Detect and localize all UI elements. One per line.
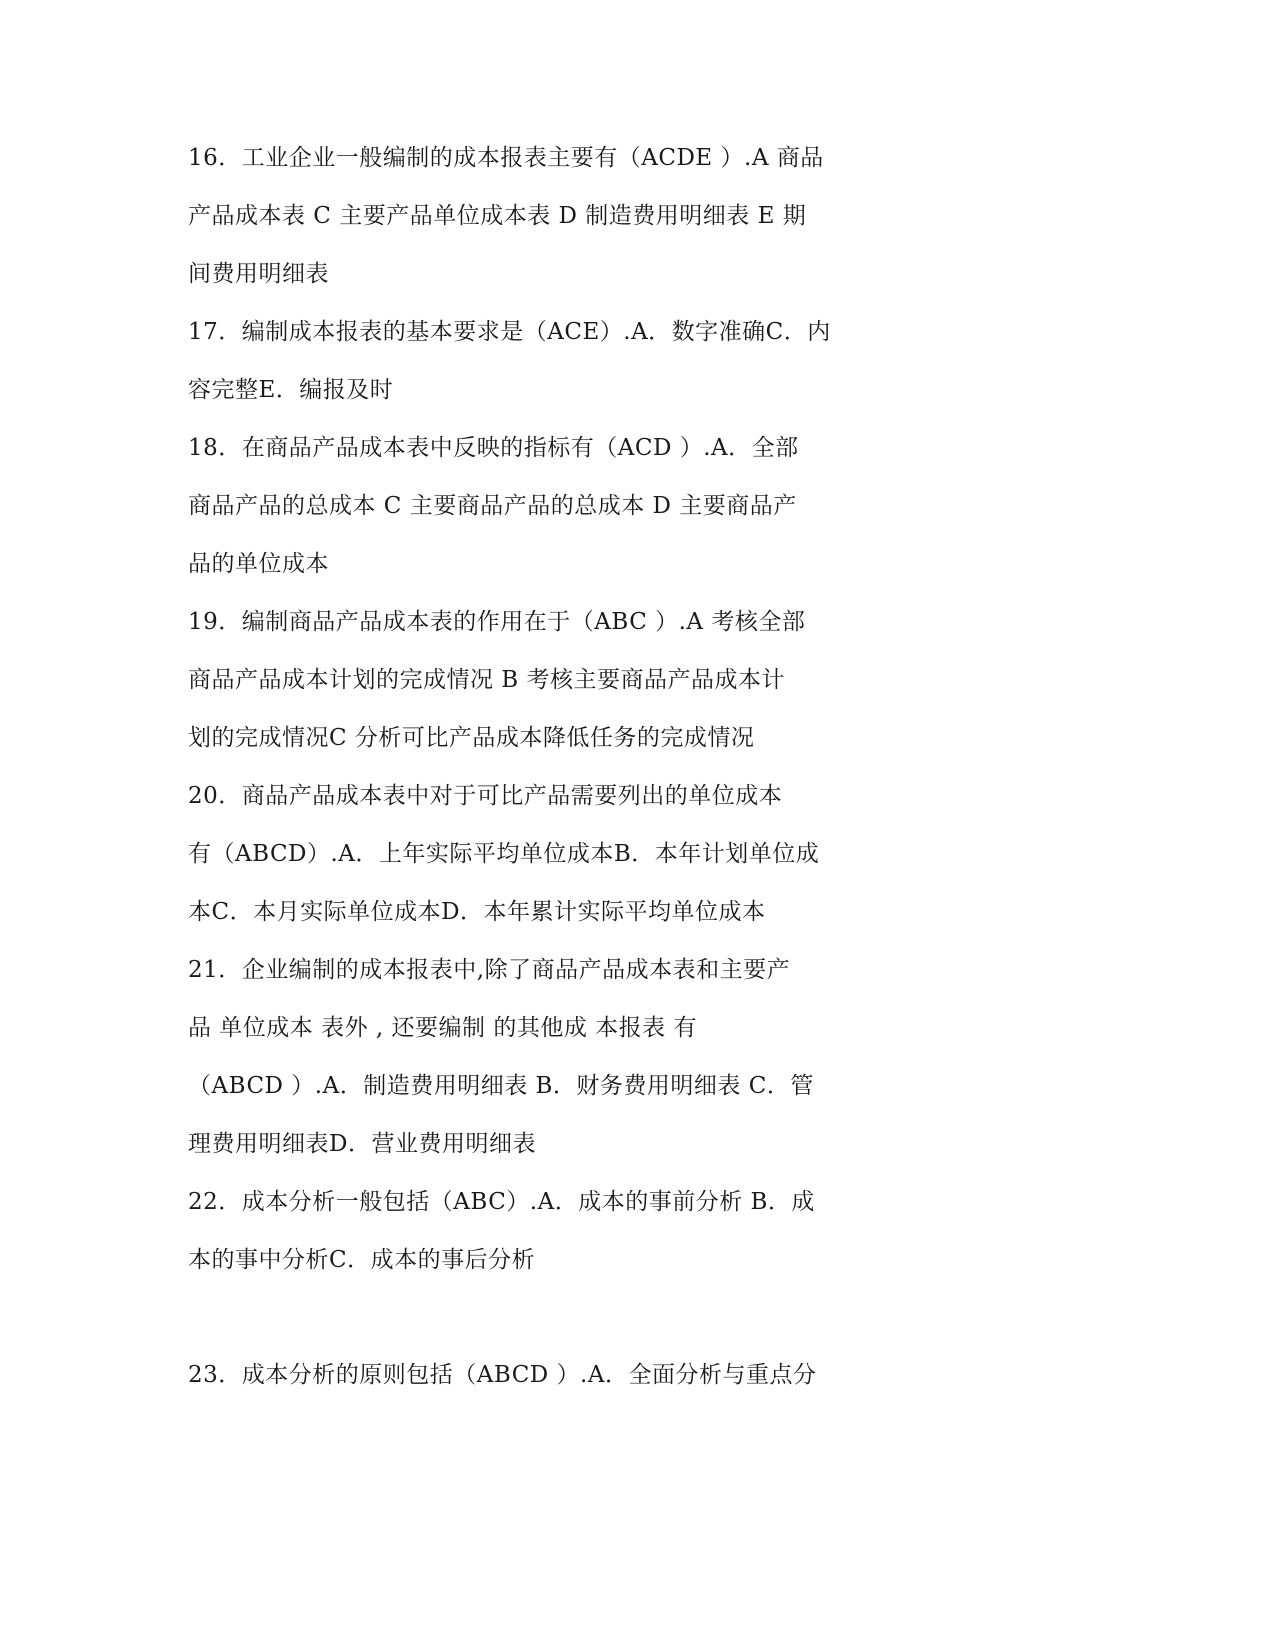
text-line: 16．工业企业一般编制的成本报表主要有（ACDE ）.A 商品 bbox=[188, 145, 824, 171]
text-line: 22．成本分析一般包括（ABC）.A．成本的事前分析 B．成 bbox=[188, 1189, 815, 1215]
text-line: 容完整E．编报及时 bbox=[188, 377, 394, 403]
text-line: 划的完成情况C 分析可比产品成本降低任务的完成情况 bbox=[188, 725, 755, 751]
text-line: 品 单位成本 表外 , 还要编制 的其他成 本报表 有 bbox=[188, 1015, 697, 1041]
text-line: 23．成本分析的原则包括（ABCD ）.A．全面分析与重点分 bbox=[188, 1362, 817, 1388]
text-line: 21．企业编制的成本报表中,除了商品产品成本表和主要产 bbox=[188, 957, 791, 983]
text-line: 18．在商品产品成本表中反映的指标有（ACD ）.A．全部 bbox=[188, 435, 799, 461]
text-line: 本的事中分析C．成本的事后分析 bbox=[188, 1247, 536, 1273]
text-line: 产品成本表 C 主要产品单位成本表 D 制造费用明细表 E 期 bbox=[188, 203, 807, 229]
text-line: 间费用明细表 bbox=[188, 261, 329, 287]
text-line: 有（ABCD）.A．上年实际平均单位成本B．本年计划单位成 bbox=[188, 841, 820, 867]
text-line: 20．商品产品成本表中对于可比产品需要列出的单位成本 bbox=[188, 783, 783, 809]
text-line: （ABCD ）.A．制造费用明细表 B．财务费用明细表 C．管 bbox=[188, 1073, 814, 1099]
text-line: 理费用明细表D．营业费用明细表 bbox=[188, 1131, 536, 1157]
text-line: 商品产品的总成本 C 主要商品产品的总成本 D 主要商品产 bbox=[188, 493, 797, 519]
text-line: 商品产品成本计划的完成情况 B 考核主要商品产品成本计 bbox=[188, 667, 786, 693]
text-line: 本C．本月实际单位成本D．本年累计实际平均单位成本 bbox=[188, 899, 766, 925]
text-line: 17．编制成本报表的基本要求是（ACE）.A．数字准确C．内 bbox=[188, 319, 831, 345]
text-line: 品的单位成本 bbox=[188, 551, 329, 577]
text-line: 19．编制商品产品成本表的作用在于（ABC ）.A 考核全部 bbox=[188, 609, 806, 635]
